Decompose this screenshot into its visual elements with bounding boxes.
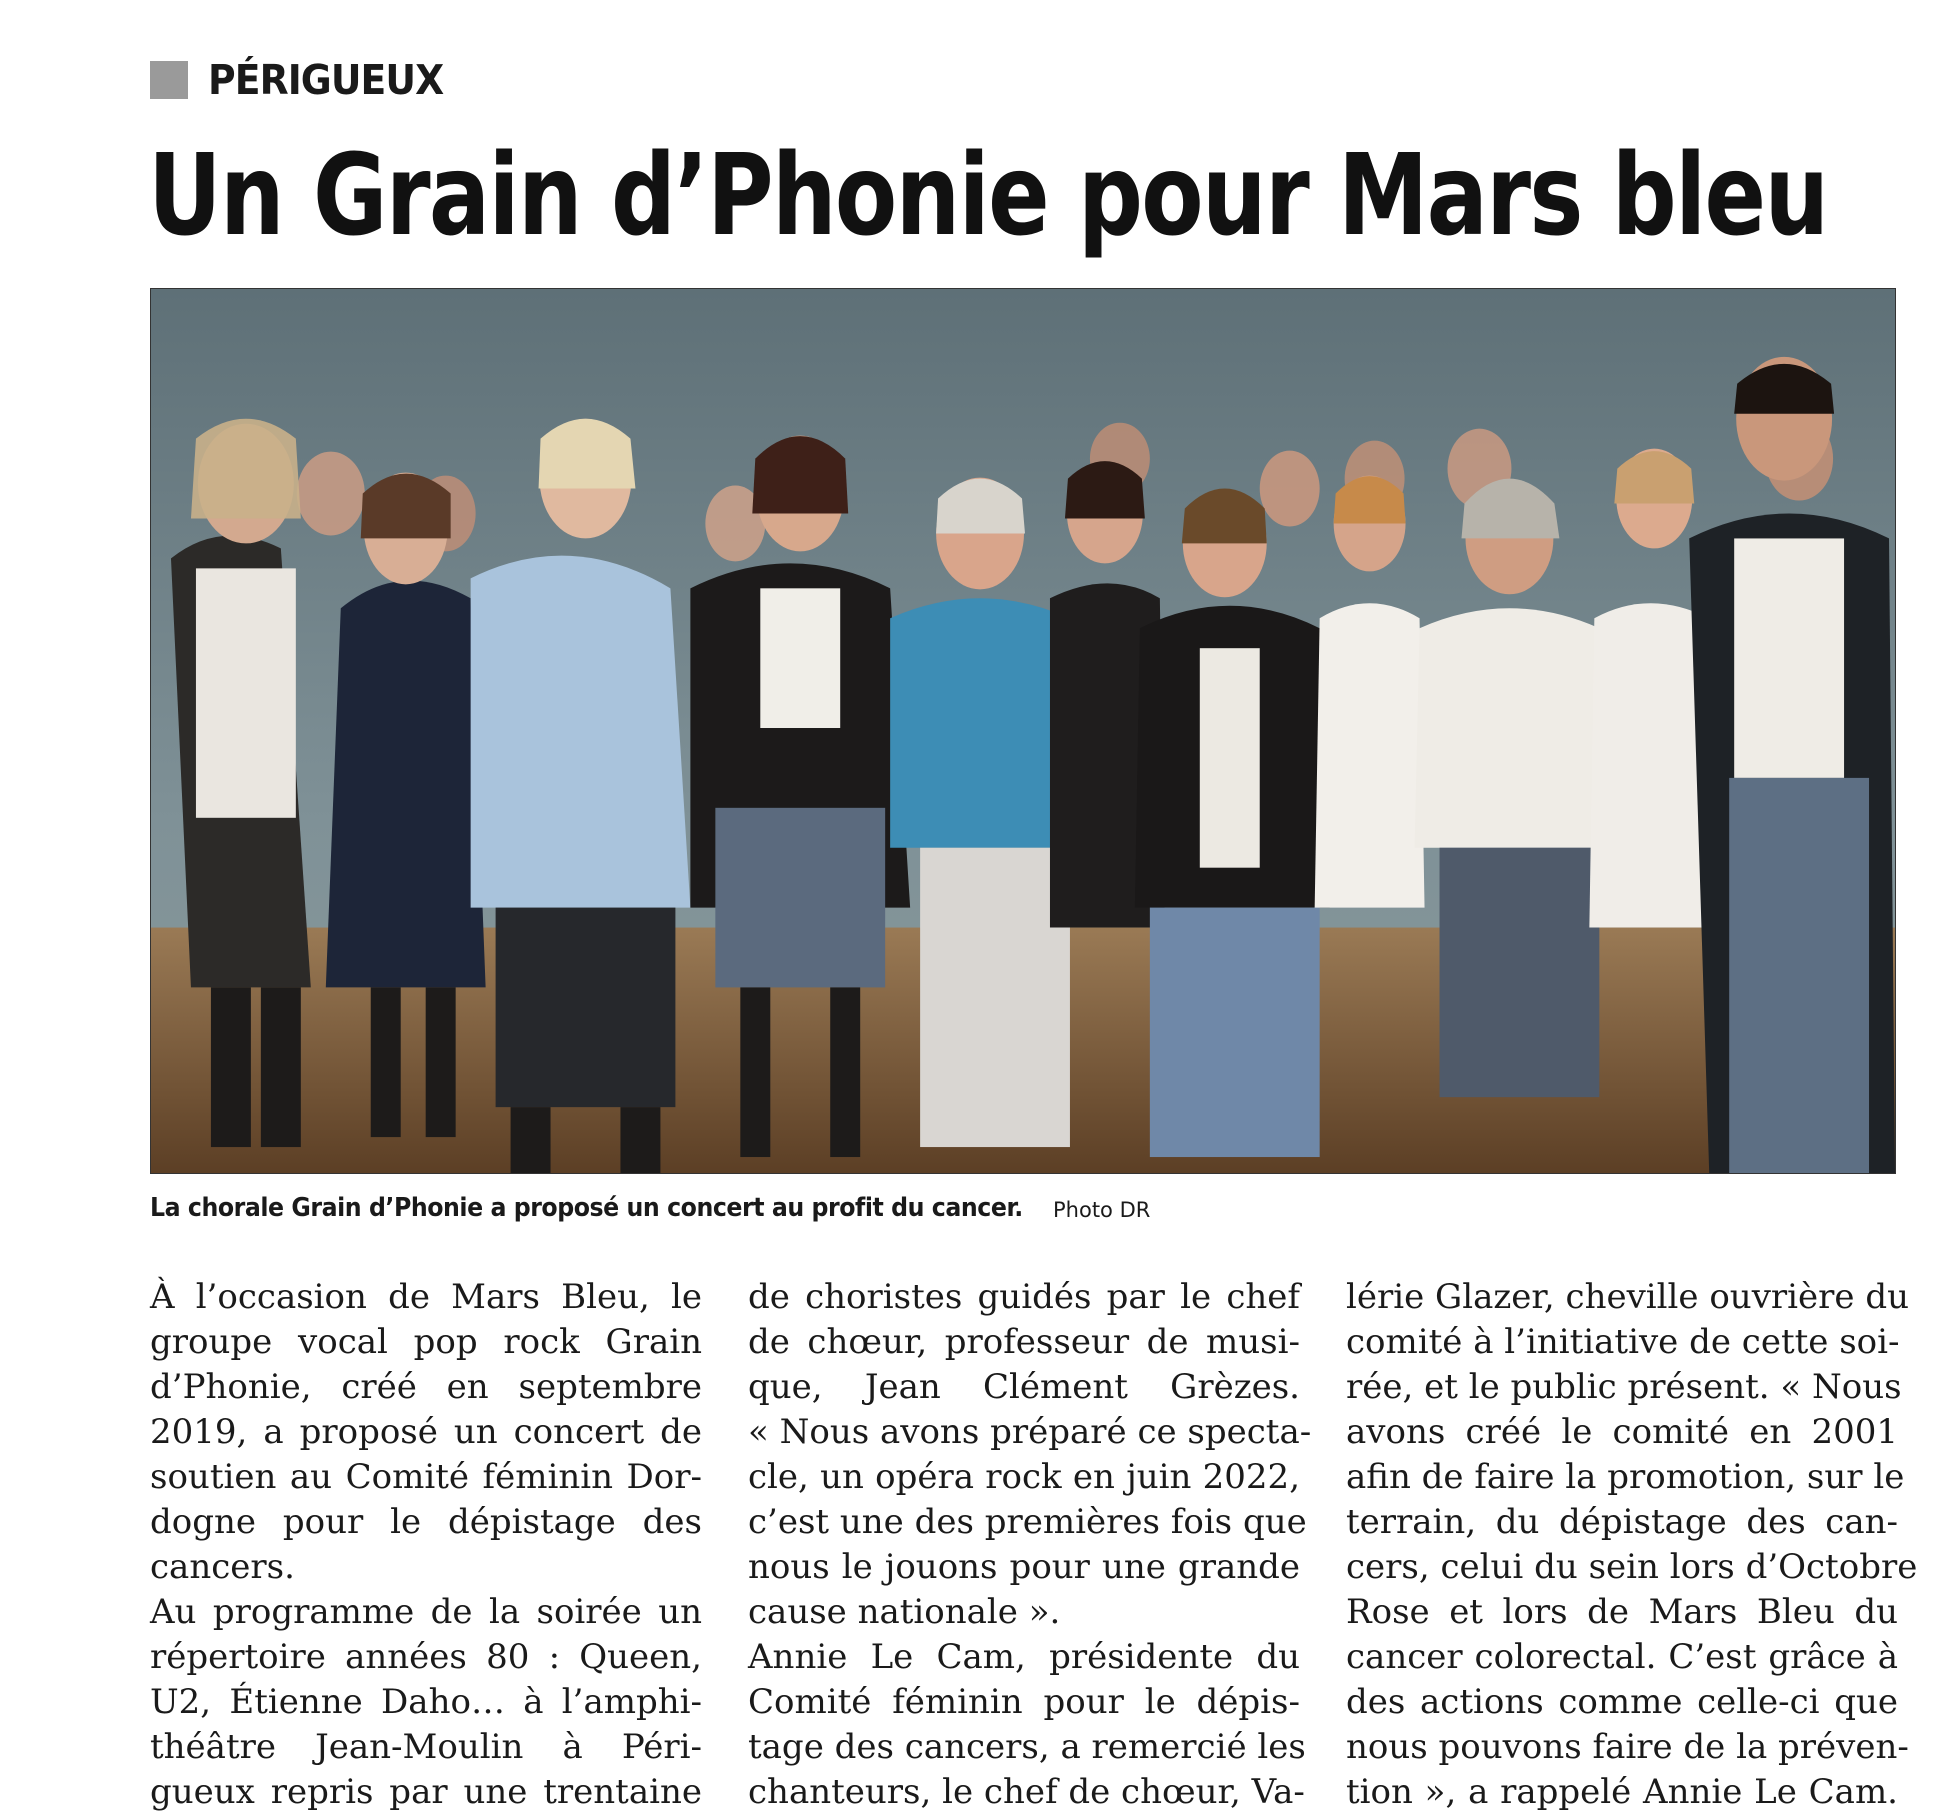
- text-line: « Nous avons préparé ce specta-: [748, 1412, 1312, 1452]
- section-label: PÉRIGUEUX: [208, 56, 444, 104]
- text-line: lérie Glazer, cheville ouvrière du: [1346, 1277, 1910, 1317]
- text-line: nous pouvons faire de la préven-: [1346, 1727, 1909, 1767]
- text-line: d’Phonie, créé en septembre: [150, 1367, 702, 1407]
- text-line: Au programme de la soirée un: [150, 1592, 702, 1632]
- text-line: rée, et le public présent. « Nous: [1346, 1367, 1902, 1407]
- text-line: soutien au Comité féminin Dor-: [150, 1457, 702, 1497]
- text-line: comité à l’initiative de cette soi-: [1346, 1322, 1900, 1362]
- article-title: Un Grain d’Phonie pour Mars bleu: [148, 131, 1828, 261]
- text-line: cancers.: [150, 1547, 295, 1587]
- text-line: de chœur, professeur de musi-: [748, 1322, 1300, 1362]
- text-line: théâtre Jean-Moulin à Péri-: [150, 1727, 702, 1767]
- photo-caption: [150, 1193, 1151, 1223]
- text-line: avons créé le comité en 2001: [1346, 1412, 1898, 1452]
- text-line: cancer colorectal. C’est grâce à: [1346, 1637, 1898, 1677]
- article-column-2: [748, 1275, 1312, 1815]
- text-line: À l’occasion de Mars Bleu, le: [150, 1277, 702, 1317]
- text-line: terrain, du dépistage des can-: [1346, 1502, 1898, 1542]
- kicker-square-icon: [150, 61, 188, 99]
- text-line: gueux repris par une trentaine: [150, 1772, 702, 1812]
- text-line: chanteurs, le chef de chœur, Va-: [748, 1772, 1305, 1812]
- text-line: c’est une des premières fois que: [748, 1502, 1307, 1542]
- text-line: tion », a rappelé Annie Le Cam.: [1346, 1772, 1898, 1812]
- text-line: 2019, a proposé un concert de: [150, 1412, 702, 1452]
- text-line: Rose et lors de Mars Bleu du: [1346, 1592, 1898, 1632]
- text-line: cause nationale ».: [748, 1592, 1061, 1632]
- text-line: U2, Étienne Daho… à l’amphi-: [150, 1682, 702, 1722]
- text-line: dogne pour le dépistage des: [150, 1502, 702, 1542]
- article-photo: [150, 288, 1896, 1174]
- text-line: répertoire années 80 : Queen,: [150, 1637, 702, 1677]
- text-line: tage des cancers, a remercié les: [748, 1727, 1306, 1767]
- article-column-1: [150, 1275, 702, 1815]
- text-line: que, Jean Clément Grèzes.: [748, 1367, 1300, 1407]
- photo-credit: Photo DR: [1053, 1198, 1151, 1222]
- text-line: de choristes guidés par le chef: [748, 1277, 1300, 1317]
- text-line: Annie Le Cam, présidente du: [748, 1637, 1300, 1677]
- text-line: cle, un opéra rock en juin 2022,: [748, 1457, 1300, 1497]
- caption-text: La chorale Grain d’Phonie a proposé un concert au profit du cancer.: [150, 1193, 1023, 1223]
- text-line: afin de faire la promotion, sur le: [1346, 1457, 1905, 1497]
- text-line: groupe vocal pop rock Grain: [150, 1322, 702, 1362]
- text-line: cers, celui du sein lors d’Octobre: [1346, 1547, 1918, 1587]
- text-line: des actions comme celle-ci que: [1346, 1682, 1898, 1722]
- text-line: nous le jouons pour une grande: [748, 1547, 1300, 1587]
- article-column-3: [1346, 1275, 1918, 1815]
- section-kicker: [150, 55, 464, 105]
- text-line: Comité féminin pour le dépis-: [748, 1682, 1300, 1722]
- choir-group-photo: [151, 289, 1895, 1173]
